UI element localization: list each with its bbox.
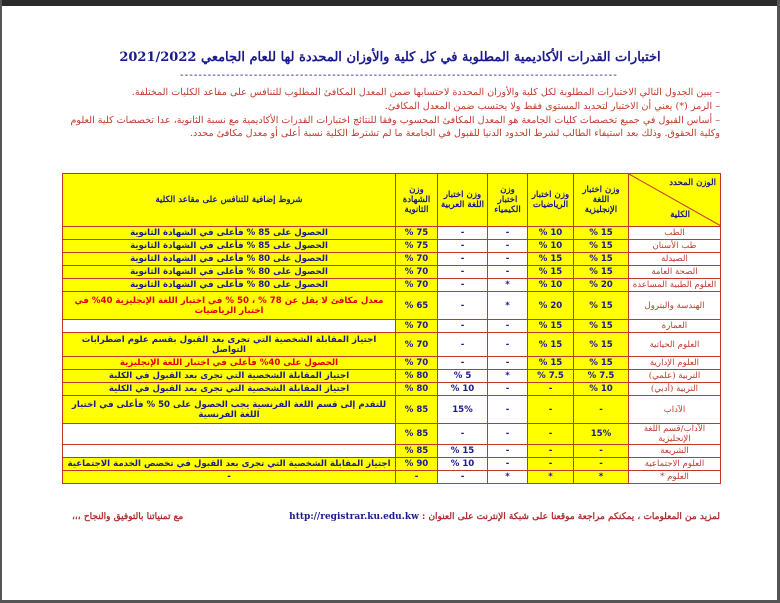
cell-english: 15 %: [574, 240, 629, 253]
cell-english: -: [574, 458, 629, 471]
cell-arabic: -: [438, 471, 488, 484]
cell-arabic: -: [438, 253, 488, 266]
table-row: [63, 266, 721, 279]
footer-info: [289, 512, 720, 522]
cell-arabic: -: [438, 320, 488, 333]
cell-english: 15 %: [574, 333, 629, 357]
cell-conditions: اجتياز المقابلة الشخصية التي تجرى بعد القبول في الكلية: [63, 383, 396, 396]
page-title: اختبارات القدرات الأكاديمية المطلوبة في كل كلية والأوزان المحددة لها للعام الجامعي 2021/2022: [119, 50, 661, 65]
cell-chemistry: -: [488, 445, 528, 458]
cell-arabic: -: [438, 333, 488, 357]
cell-college: العلوم الطبية المساعدة: [629, 279, 721, 292]
cell-conditions: -: [63, 471, 396, 484]
cell-secondary: 90 %: [396, 458, 438, 471]
cell-english: 15 %: [574, 320, 629, 333]
cell-secondary: 85 %: [396, 445, 438, 458]
cell-conditions: الحصول على 80 % فأعلى في الشهادة الثانوية: [63, 279, 396, 292]
cell-conditions: اجتياز المقابلة الشخصية التي تجرى بعد القبول في تخصص الخدمة الاجتماعية: [63, 458, 396, 471]
cell-arabic: -: [438, 266, 488, 279]
cell-chemistry: -: [488, 227, 528, 240]
cell-college: الصيدلة: [629, 253, 721, 266]
cell-secondary: 75 %: [396, 240, 438, 253]
table-row: [63, 320, 721, 333]
cell-math: 10 %: [528, 279, 574, 292]
cell-secondary: 70 %: [396, 333, 438, 357]
cell-chemistry: *: [488, 292, 528, 320]
cell-college: العلوم الحياتية: [629, 333, 721, 357]
cell-chemistry: -: [488, 320, 528, 333]
title-separator: -----------------------------------------------------------------------------------------------: [180, 70, 618, 81]
weights-table: [62, 173, 721, 484]
cell-chemistry: -: [488, 253, 528, 266]
cell-chemistry: -: [488, 266, 528, 279]
cell-chemistry: *: [488, 471, 528, 484]
table-row: [63, 292, 721, 320]
window-top-bar: [0, 0, 780, 6]
cell-college: العمارة: [629, 320, 721, 333]
cell-math: -: [528, 445, 574, 458]
table-row: [63, 458, 721, 471]
header-corner-bottom-label: الكلية: [670, 210, 690, 220]
cell-arabic: 15 %: [438, 445, 488, 458]
cell-conditions: اجتياز المقابلة الشخصية التي تجرى بعد القبول بقسم علوم اضطرابات التواصل: [63, 333, 396, 357]
cell-chemistry: -: [488, 396, 528, 424]
table-row: [63, 445, 721, 458]
cell-conditions: للتقدم إلى قسم اللغة الفرنسية يجب الحصول على 50 % فأعلى في اختبار اللغة الفرنسية: [63, 396, 396, 424]
cell-secondary: 75 %: [396, 227, 438, 240]
table-row: [63, 279, 721, 292]
note-2: – الرمز (*) يعني أن الاختبار لتحديد المستوى فقط ولا يحتسب ضمن المعدل المكافئ.: [384, 101, 720, 112]
table-row: [63, 240, 721, 253]
table-row: [63, 253, 721, 266]
cell-college: التربية (أدبي): [629, 383, 721, 396]
cell-conditions: [63, 424, 396, 445]
cell-math: -: [528, 424, 574, 445]
cell-conditions: الحصول على 80 % فأعلى في الشهادة الثانوية: [63, 266, 396, 279]
cell-arabic: -: [438, 279, 488, 292]
cell-college: العلوم الاجتماعية: [629, 458, 721, 471]
cell-conditions: معدل مكافئ لا يقل عن 78 % ، 50 % في اختبار اللغة الإنجليزية 40% في اختبار الرياضيات: [63, 292, 396, 320]
table-row: [63, 471, 721, 484]
cell-secondary: 65 %: [396, 292, 438, 320]
cell-secondary: 70 %: [396, 357, 438, 370]
cell-arabic: -: [438, 292, 488, 320]
cell-english: 15 %: [574, 227, 629, 240]
cell-chemistry: -: [488, 383, 528, 396]
cell-arabic: -: [438, 227, 488, 240]
note-1: – يبين الجدول التالي الاختبارات المطلوبة لكل كلية والأوزان المحددة لاحتسابها ضمن المعدل المكافئ المطلوب للتنافس على مقاعد الكليات المختلفة.: [131, 87, 720, 98]
cell-secondary: -: [396, 471, 438, 484]
footer-wishes: مع تمنياتنا بالتوفيق والنجاح ،،،: [72, 512, 184, 522]
table-row: [63, 333, 721, 357]
cell-college: العلوم *: [629, 471, 721, 484]
table-row: [63, 357, 721, 370]
cell-chemistry: -: [488, 458, 528, 471]
cell-chemistry: *: [488, 279, 528, 292]
cell-chemistry: -: [488, 333, 528, 357]
cell-conditions: اجتياز المقابلة الشخصية التي تجرى بعد القبول في الكلية: [63, 370, 396, 383]
cell-college: الآداب/قسم اللغة الإنجليزية: [629, 424, 721, 445]
header-secondary: وزن الشهادة الثانوية: [396, 174, 438, 227]
table-row: [63, 227, 721, 240]
notes-section: [68, 86, 720, 141]
cell-math: 10 %: [528, 240, 574, 253]
cell-arabic: -: [438, 424, 488, 445]
cell-college: العلوم الإدارية: [629, 357, 721, 370]
cell-math: 15 %: [528, 357, 574, 370]
header-conditions: شروط إضافية للتنافس على مقاعد الكلية: [63, 174, 396, 227]
cell-math: 20 %: [528, 292, 574, 320]
cell-english: 15 %: [574, 292, 629, 320]
cell-conditions: الحصول على 80 % فأعلى في الشهادة الثانوية: [63, 253, 396, 266]
cell-math: -: [528, 383, 574, 396]
table-header-row: [63, 174, 721, 227]
table-row: [63, 396, 721, 424]
cell-math: 15 %: [528, 333, 574, 357]
cell-college: الهندسة والبترول: [629, 292, 721, 320]
footer-url-link[interactable]: http://registrar.ku.edu.kw: [289, 512, 419, 522]
cell-chemistry: *: [488, 370, 528, 383]
cell-college: الشريعة: [629, 445, 721, 458]
cell-chemistry: -: [488, 357, 528, 370]
note-3: – أساس القبول في جميع تخصصات كليات الجامعة هو المعدل المكافئ المحسوب وفقا للنتائج اختبارات القدرات الأكاديمية مع نسبة الثانوية، عدا تخصصات كلية العلوم وكلية الحقوق. وذلك بعد استيفاء الطالب لشرط الحدود الدنيا للقبول في الجامعة ما لم تشترط الكلية نسبة أعلى أو معدل مكافئ محدد.: [70, 115, 720, 139]
cell-college: الطب: [629, 227, 721, 240]
cell-secondary: 70 %: [396, 253, 438, 266]
cell-english: 15 %: [574, 266, 629, 279]
cell-chemistry: -: [488, 424, 528, 445]
cell-arabic: -: [438, 357, 488, 370]
table-body: [63, 227, 721, 484]
cell-conditions: الحصول على 85 % فأعلى في الشهادة الثانوية: [63, 227, 396, 240]
cell-english: 15 %: [574, 357, 629, 370]
header-math: وزن اختبار الرياضيات: [528, 174, 574, 227]
cell-chemistry: -: [488, 240, 528, 253]
cell-english: 15 %: [574, 253, 629, 266]
cell-math: 7.5 %: [528, 370, 574, 383]
cell-conditions: الحصول على 85 % فأعلى في الشهادة الثانوية: [63, 240, 396, 253]
cell-conditions: الحصول على 40% فأعلى في اختبار اللغة الإنجليزية: [63, 357, 396, 370]
cell-english: 7.5 %: [574, 370, 629, 383]
cell-college: طب الأسنان: [629, 240, 721, 253]
cell-secondary: 85 %: [396, 396, 438, 424]
header-arabic: وزن اختبار اللغة العربية: [438, 174, 488, 227]
cell-math: -: [528, 458, 574, 471]
cell-english: -: [574, 396, 629, 424]
cell-secondary: 80 %: [396, 383, 438, 396]
cell-secondary: 70 %: [396, 320, 438, 333]
cell-secondary: 70 %: [396, 279, 438, 292]
header-corner-cell: [629, 174, 721, 227]
table-row: [63, 383, 721, 396]
cell-secondary: 80 %: [396, 370, 438, 383]
cell-conditions: [63, 320, 396, 333]
cell-english: *: [574, 471, 629, 484]
cell-english: 10 %: [574, 383, 629, 396]
cell-english: -: [574, 445, 629, 458]
cell-math: 15 %: [528, 253, 574, 266]
cell-english: 20 %: [574, 279, 629, 292]
cell-math: -: [528, 396, 574, 424]
footer-info-text: لمزيد من المعلومات ، يمكنكم مراجعة موقعنا على شبكة الإنترنت على العنوان :: [421, 512, 720, 522]
cell-arabic: 15%: [438, 396, 488, 424]
cell-arabic: -: [438, 240, 488, 253]
table-row: [63, 370, 721, 383]
cell-college: الصحة العامة: [629, 266, 721, 279]
cell-math: *: [528, 471, 574, 484]
cell-english: 15%: [574, 424, 629, 445]
cell-secondary: 85 %: [396, 424, 438, 445]
cell-college: التربية (علمي): [629, 370, 721, 383]
cell-math: 15 %: [528, 320, 574, 333]
cell-arabic: 5 %: [438, 370, 488, 383]
cell-college: الآداب: [629, 396, 721, 424]
cell-arabic: 10 %: [438, 383, 488, 396]
cell-math: 15 %: [528, 266, 574, 279]
header-corner-top-label: الوزن المحدد: [669, 178, 716, 188]
cell-conditions: [63, 445, 396, 458]
cell-math: 10 %: [528, 227, 574, 240]
cell-arabic: 10 %: [438, 458, 488, 471]
window-left-border: [0, 0, 2, 603]
header-english: وزن اختبار اللغة الإنجليزية: [574, 174, 629, 227]
cell-secondary: 70 %: [396, 266, 438, 279]
table-row: [63, 424, 721, 445]
header-chemistry: وزن اختبار الكيمياء: [488, 174, 528, 227]
